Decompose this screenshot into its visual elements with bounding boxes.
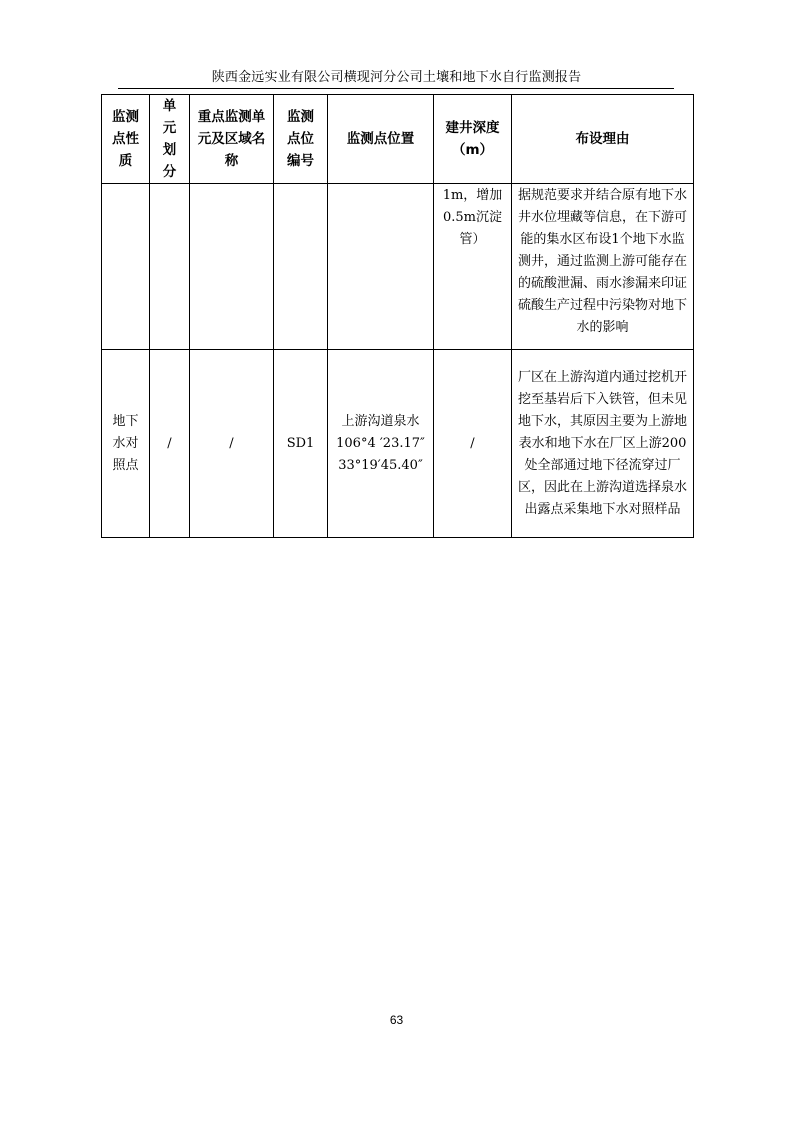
cell-nature: 地下水对照点 [102,350,150,538]
reason-text: 据规范要求并结合原有地下水井水位埋藏等信息，在下游可能的集水区布设1个地下水监测井，通过监测上游可能存在的硫酸泄漏、雨水渗漏来印证硫酸生产过程中污染物对地下水的影响 [517,188,687,335]
table-row [102,184,694,350]
report-header: 陕西金远实业有限公司横现河分公司土壤和地下水自行监测报告 [211,70,582,85]
col-header-reason: 布设理由 [512,95,694,184]
depth-text: 1m，增加0.5m沉淀管） [442,188,503,247]
monitoring-point-table [101,94,694,538]
location-latitude: 33°19′45.40″ [338,457,423,473]
cell-location [328,350,434,538]
location-longitude: 106°4 ′23.17″ [336,435,425,451]
table-header-row [102,95,694,184]
cell-reason [512,184,694,350]
cell-nature [102,184,150,350]
cell-location [328,184,434,350]
cell-area: / [190,350,274,538]
cell-unit: / [150,350,190,538]
cell-depth: / [434,350,512,538]
col-header-area: 重点监测单元及区域名称 [190,95,274,184]
cell-unit [150,184,190,350]
location-name: 上游沟道泉水 [341,413,420,429]
reason-text: 厂区在上游沟道内通过挖机开挖至基岩后下入铁管，但未见地下水，其原因主要为上游地表水和地下水在厂区上游200处全部通过地下径流穿过厂区，因此在上游沟道选择泉水出露点采集地下水对照样品 [517,369,687,517]
col-header-nature: 监测点性质 [102,95,150,184]
page-number: 63 [389,1013,404,1027]
col-header-code: 监测点位编号 [274,95,328,184]
col-header-location: 监测点位置 [328,95,434,184]
cell-depth [434,184,512,350]
cell-area [190,184,274,350]
table-row [102,350,694,538]
col-header-depth: 建井深度（m） [434,95,512,184]
header-divider [118,88,674,89]
cell-code [274,184,328,350]
cell-code: SD1 [274,350,328,538]
cell-reason [512,350,694,538]
col-header-unit: 单元划分 [150,95,190,184]
